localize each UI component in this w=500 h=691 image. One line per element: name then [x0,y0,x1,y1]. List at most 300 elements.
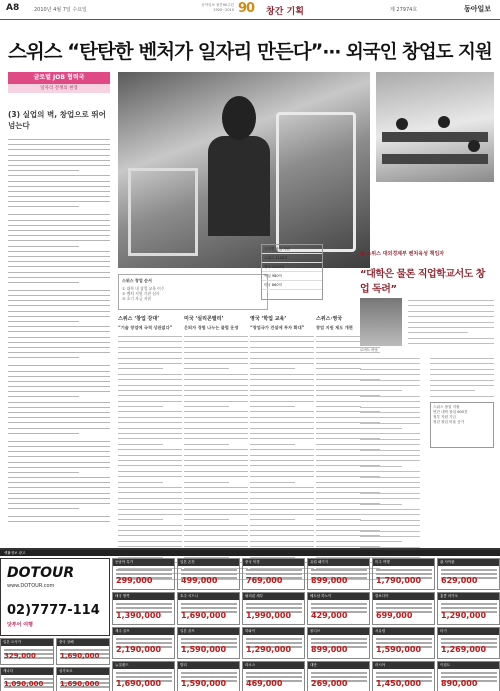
text-line [250,492,314,493]
text-line [118,487,182,488]
text-line [118,471,182,472]
text-line [408,338,494,339]
text-line [360,450,420,451]
text-line [8,422,110,423]
ad-text-lines [181,672,237,674]
researcher-head [222,96,256,140]
text-line [360,509,420,510]
text-line [250,358,314,359]
text-line [250,498,314,499]
ad-price: 899,000 [311,576,348,586]
text-line [184,433,248,434]
process-step: ③ 초기 자금 지원 [122,296,152,301]
text-line [250,352,314,353]
series-subtitle: 일자리 전쟁의 현장 [8,84,110,93]
ad-text-lines [181,603,237,605]
text-line [8,230,110,231]
text-line [360,433,420,434]
text-line [250,503,314,504]
table-row: 독일 980억 [262,272,322,281]
text-line [184,374,248,375]
text-line [250,487,314,488]
ad-price: 899,000 [311,644,348,654]
interview-text [360,358,420,563]
text-line [118,385,182,386]
text-line [408,316,494,317]
ad-title: 캄보디아 [373,593,434,600]
text-line [250,482,295,483]
ad-title: 싱가포르 [57,668,109,675]
text-line [8,331,110,332]
text-line [184,352,248,353]
text-line [430,396,494,397]
column-text [184,336,248,580]
text-line [250,374,314,375]
ad-cell[interactable] [177,661,240,691]
ad-left-grid [0,638,110,691]
office-photo [376,72,494,182]
ad-price: 329,000 [4,651,36,660]
text-line [184,530,248,531]
ad-price: 1,590,000 [376,644,422,654]
ad-text-lines [181,638,237,640]
ad-cell[interactable] [242,627,305,659]
text-line [118,390,182,391]
ad-title: 러시아 [373,662,434,669]
text-line [184,395,248,396]
text-line [118,358,182,359]
ad-price: 1,290,000 [246,644,292,654]
ad-cell[interactable] [112,661,175,691]
text-line [316,444,361,445]
ad-text-lines [116,638,172,640]
text-line [360,498,420,499]
ad-text-lines [116,569,172,571]
ad-text-lines [376,569,432,571]
text-line [8,386,110,387]
text-line [360,417,420,418]
text-line [250,455,314,456]
text-line [360,493,420,494]
text-line [250,395,314,396]
issue-number: 제 27974호 [390,7,418,13]
text-line [184,498,248,499]
text-line [8,347,110,348]
text-line [360,369,420,370]
ad-title: 서유럽 [373,628,434,635]
ad-cell[interactable] [437,558,500,590]
text-line [8,376,110,377]
text-line [8,305,110,306]
ad-text-lines [376,603,432,605]
ad-title: 홍콩 마카오 [438,593,499,600]
text-line [360,380,420,381]
section-name: 창간 기획 [266,7,304,17]
ad-price: 299,000 [116,576,153,586]
text-line [184,422,248,423]
text-line [250,385,314,386]
text-line [8,206,79,207]
column-title: 영국 ‘학업 교육’ [250,316,287,322]
text-line [8,246,79,247]
text-line [118,476,182,477]
text-line [360,541,402,542]
text-line [184,514,248,515]
ad-price: 1,690,000 [116,679,162,688]
text-line [408,343,494,344]
ad-title: 발리 [178,662,239,669]
dotour-phone: 02)7777-114 [7,603,100,618]
text-line [316,482,361,483]
text-line [118,444,163,445]
text-line [250,514,314,515]
ad-cell[interactable] [177,558,240,590]
text-line [8,428,110,429]
worker-head [468,140,480,152]
headline-sub: ··· 외국인 창업도 지원 [322,42,492,63]
text-line [184,455,248,456]
advertisement-section [0,548,500,691]
ad-title: 일본 골프 [178,628,239,635]
text-line [360,482,420,483]
ad-cell[interactable] [372,592,435,624]
column-text [118,336,182,580]
process-box [118,274,268,310]
text-line [250,465,314,466]
text-line [118,406,163,407]
ad-title: 대만 [308,662,369,669]
text-line [184,438,248,439]
text-line [8,311,110,312]
text-line [250,471,314,472]
text-line [8,381,110,382]
interview-title: “대학은 물론 직업학교서도 창업 독려” [360,269,485,295]
text-line [8,472,79,473]
ad-cell[interactable] [242,661,305,691]
text-line [408,305,494,306]
text-line [118,368,163,369]
dotour-tagline: 닷투어 여행 [7,622,33,628]
ad-cell[interactable] [112,558,175,590]
text-line [8,186,110,187]
column-subtitle: “기술 창업에 국적 상관없다” [118,325,173,330]
text-line [118,449,182,450]
text-line [8,240,110,241]
ad-title: 캐나다 [1,668,53,675]
text-line [184,401,248,402]
text-line [8,441,110,442]
ad-text-lines [246,569,302,571]
text-line [118,514,182,515]
text-line [360,401,420,402]
text-line [8,321,79,322]
text-line [8,365,110,366]
ad-price: 2,190,000 [116,644,162,654]
table-row: 국가별 창업 지원 [262,245,322,254]
text-line [118,379,182,380]
ad-title: 베트남 하노이 [308,593,369,600]
text-line [360,439,420,440]
info-line: 스위스 창업 지원 [433,405,460,409]
ad-cell[interactable] [177,627,240,659]
text-line [8,149,110,150]
text-line [118,465,182,466]
text-line [8,290,110,291]
text-line [118,433,182,434]
table-row: 스위스 1100억 [262,254,322,263]
text-line [8,391,110,392]
text-line [360,374,420,375]
ad-price: 1,690,000 [60,680,100,688]
text-line [8,165,110,166]
interview-text [408,300,494,349]
ad-text-lines [441,672,497,674]
ad-cell[interactable] [307,592,370,624]
text-line [118,541,182,542]
text-line [250,379,314,380]
interview-sidebar [360,250,494,540]
text-line [184,471,248,472]
text-line [316,406,361,407]
text-line [118,395,182,396]
interviewee-name: 로버트 바움 [360,348,379,352]
text-line [118,347,182,348]
ad-cell[interactable] [307,627,370,659]
text-line [8,462,110,463]
page-number: A8 [6,3,20,13]
ad-title: 필리핀 세부 [243,593,304,600]
text-line [118,374,182,375]
article-column [118,315,182,543]
text-line [118,363,182,364]
ad-price: 1,990,000 [246,610,292,620]
text-line [250,368,295,369]
text-line [118,422,182,423]
text-line [184,476,248,477]
ad-price: 499,000 [181,576,218,586]
text-line [408,327,494,328]
ad-text-lines [311,638,367,640]
text-line [184,487,248,488]
text-line [184,428,248,429]
ad-cell[interactable] [56,667,110,691]
process-box-title: 스위스 창업 순서 [122,278,152,283]
ad-cell[interactable] [0,667,54,691]
ad-text-lines [311,603,367,605]
ad-price: 1,590,000 [181,644,227,654]
lead-story-column [8,72,110,542]
text-line [184,390,248,391]
ad-cell[interactable] [0,638,54,665]
ad-cell[interactable] [307,661,370,691]
text-line [8,225,110,226]
text-line [408,322,494,323]
ad-price: 1,790,000 [376,576,422,586]
text-line [250,417,314,418]
text-line [118,509,182,510]
text-line [250,411,314,412]
ad-price: 1,269,000 [441,644,487,654]
main-photo [118,72,370,268]
text-line [118,492,182,493]
text-line [250,509,314,510]
text-line [118,535,182,536]
ad-text-lines [376,638,432,640]
ad-cell[interactable] [112,627,175,659]
text-line [316,519,361,520]
ad-title: 뉴질랜드 [113,662,174,669]
text-line [8,256,110,257]
text-line [8,482,110,483]
desk-row [382,154,488,164]
ad-title: 하와이 [243,628,304,635]
text-line [360,514,420,515]
story-kicker: (3) 실업의 벽, 창업으로 뛰어넘는다 [8,110,106,130]
text-line [8,326,110,327]
text-line [184,368,229,369]
researcher-figure [208,136,270,236]
text-line [118,411,182,412]
text-line [8,503,110,504]
ad-grid [112,558,500,691]
anniversary-tagline: 동아일보 창간90주년 1920~2010 [201,3,234,12]
text-line [8,412,110,413]
headline-main: 스위스 “탄탄한 벤처가 일자리 만든다” [8,40,323,63]
text-line [250,422,314,423]
text-line [184,509,248,510]
text-line [8,235,110,236]
text-line [118,498,182,499]
text-line [118,352,182,353]
text-line [118,455,182,456]
text-line [184,482,229,483]
ad-cell[interactable] [372,627,435,659]
text-line [430,380,494,381]
ad-section-header: 생활정보 광고 [0,550,500,556]
text-line [118,417,182,418]
anniversary-logo: 90 [238,1,255,16]
text-line [8,337,110,338]
text-line [250,390,314,391]
lab-equipment-right [276,112,356,252]
ad-cell[interactable] [372,661,435,691]
text-line [8,251,110,252]
table-row: 미국 860억 [262,281,322,290]
text-line [8,214,110,215]
interviewee-photo [360,298,402,346]
text-line [8,272,110,273]
ad-cell[interactable] [372,558,435,590]
text-line [8,261,110,262]
text-line [250,519,295,520]
page-headline [8,36,494,66]
table-row: 영국 1020억 [262,263,322,272]
ad-price: 1,450,000 [376,679,422,688]
text-line [8,493,110,494]
text-line [408,332,468,333]
text-line [8,170,79,171]
text-line [8,160,110,161]
text-line [360,428,402,429]
dotour-ad[interactable] [0,558,110,636]
text-line [360,363,420,364]
ad-title: 태국 방콕 [113,593,174,600]
text-line [408,311,494,312]
ad-cell[interactable] [56,638,110,665]
ad-text-lines [116,603,172,605]
text-line [360,504,402,505]
text-line [184,336,248,337]
text-line [8,300,110,301]
worker-head [438,116,450,128]
column-subtitle: “창업국가 건설에 투자 확대” [250,325,305,330]
text-line [360,460,420,461]
text-line [8,282,79,283]
text-line [118,525,182,526]
ad-cell[interactable] [437,592,500,624]
ad-title: 터키 [438,628,499,635]
article-column [184,315,248,543]
ad-cell[interactable] [437,627,500,659]
text-line [8,498,110,499]
text-line [360,487,420,488]
ad-cell[interactable] [307,558,370,590]
ad-price: 469,000 [246,679,283,688]
text-line [184,363,248,364]
process-step: ① 대학 내 창업 교육 이수 [122,286,165,291]
text-line [360,444,420,445]
paper-name: 동아일보 [464,5,492,13]
text-line [430,390,475,391]
text-line [250,363,314,364]
text-line [118,438,182,439]
text-line [8,316,110,317]
ad-price: 269,000 [311,679,348,688]
text-line [8,139,110,140]
ad-cell[interactable] [242,558,305,590]
text-line [360,536,420,537]
interview-kicker: ■ 스위스 대외경제부 벤처육성 책임자 [360,251,445,257]
ad-cell[interactable] [112,592,175,624]
text-line [360,525,420,526]
text-line [184,460,248,461]
column-text [250,336,314,580]
ad-cell[interactable] [177,592,240,624]
text-line [8,446,110,447]
lead-body-text [8,139,110,522]
ad-price: 1,090,000 [4,680,44,688]
ad-text-lines [116,672,172,674]
text-line [118,336,182,337]
text-line [250,406,295,407]
text-line [184,406,229,407]
ad-cell[interactable] [242,592,305,624]
text-line [184,444,229,445]
info-line: 연간 대학 창업 600건 [433,410,468,414]
text-line [250,530,314,531]
ad-text-lines [246,603,302,605]
text-line [250,535,314,536]
text-line [8,181,110,182]
text-line [184,379,248,380]
ad-cell[interactable] [437,661,500,691]
text-line [430,385,494,386]
text-line [8,220,110,221]
text-line [250,525,314,526]
text-line [184,411,248,412]
text-line [360,477,420,478]
interview-text [430,358,494,398]
